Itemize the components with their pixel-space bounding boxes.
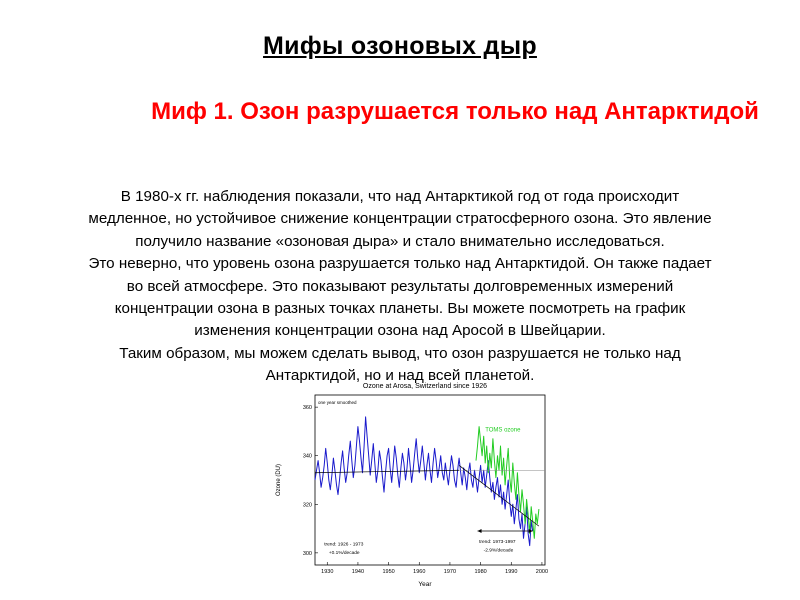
x-tick-label: 1970 (443, 569, 457, 575)
y-tick-label: 340 (302, 453, 312, 460)
paragraph-line: В 1980-х гг. наблюдения показали, что над Антарктикой год от года происходит (120, 188, 680, 205)
paragraph-line: концентрации озона в разных точках планеты. Вы можете посмотреть на график (114, 300, 686, 318)
trend-1-rate: +0.1%/decade (328, 551, 360, 557)
arrow-head-left (478, 529, 482, 533)
series-label-toms: TOMS ozone (485, 427, 521, 434)
paragraph-line: получило название «озоновая дыра» и стало внимательно исследоваться. (135, 232, 665, 250)
y-tick-label: 360 (302, 405, 312, 412)
trend-2-label: trend: 1973-1997 (479, 540, 516, 546)
body-paragraph (40, 186, 760, 388)
x-tick-label: 1990 (505, 569, 518, 575)
chart-title: Ozone at Arosa, Switzerland since 1926 (362, 383, 488, 390)
x-tick-label: 1950 (382, 569, 395, 575)
paragraph-line: изменения концентрации озона над Аросой в Швейцарии. (194, 322, 606, 340)
x-tick-label: 2000 (535, 569, 549, 575)
y-axis-label: Ozone (DU) (276, 463, 282, 497)
y-tick-label: 300 (302, 550, 312, 557)
corner-label: one year smoothed (318, 400, 357, 405)
trend-1-label: trend: 1926 - 1973 (324, 542, 364, 548)
x-axis-label: Year (418, 581, 432, 588)
x-tick-label: 1980 (474, 569, 487, 575)
trend-2-rate: -2.9%/decade (483, 548, 514, 554)
myth-heading: Миф 1. Озон разрушается только над Антарктидой (151, 98, 759, 125)
slide-title: Мифы озоновых дыр (263, 32, 537, 60)
paragraph-line: во всей атмосфере. Это показывают результаты долговременных измерений (126, 277, 674, 295)
paragraph-line: Таким образом, мы можем сделать вывод, что озон разрушается не только над (119, 344, 681, 362)
trend-layer (315, 465, 545, 533)
x-tick-label: 1940 (351, 569, 365, 575)
ozone-chart (270, 378, 560, 592)
paragraph-line: Это неверно, что уровень озона разрушается только над Антарктидой. Он также падает (88, 255, 712, 273)
x-tick-label: 1960 (413, 569, 426, 575)
paragraph-line: медленное, но устойчивое снижение концентрации стратосферного озона. Это явление (88, 210, 712, 228)
series-layer (315, 417, 539, 546)
x-tick-label: 1930 (321, 569, 334, 575)
ozone-chart-svg (270, 378, 560, 592)
y-tick-label: 320 (302, 502, 312, 509)
series-line-0 (315, 417, 533, 546)
paragraph-line: Антарктидой, но и над всей планетой. (265, 367, 535, 385)
trend-line-2 (459, 465, 539, 526)
